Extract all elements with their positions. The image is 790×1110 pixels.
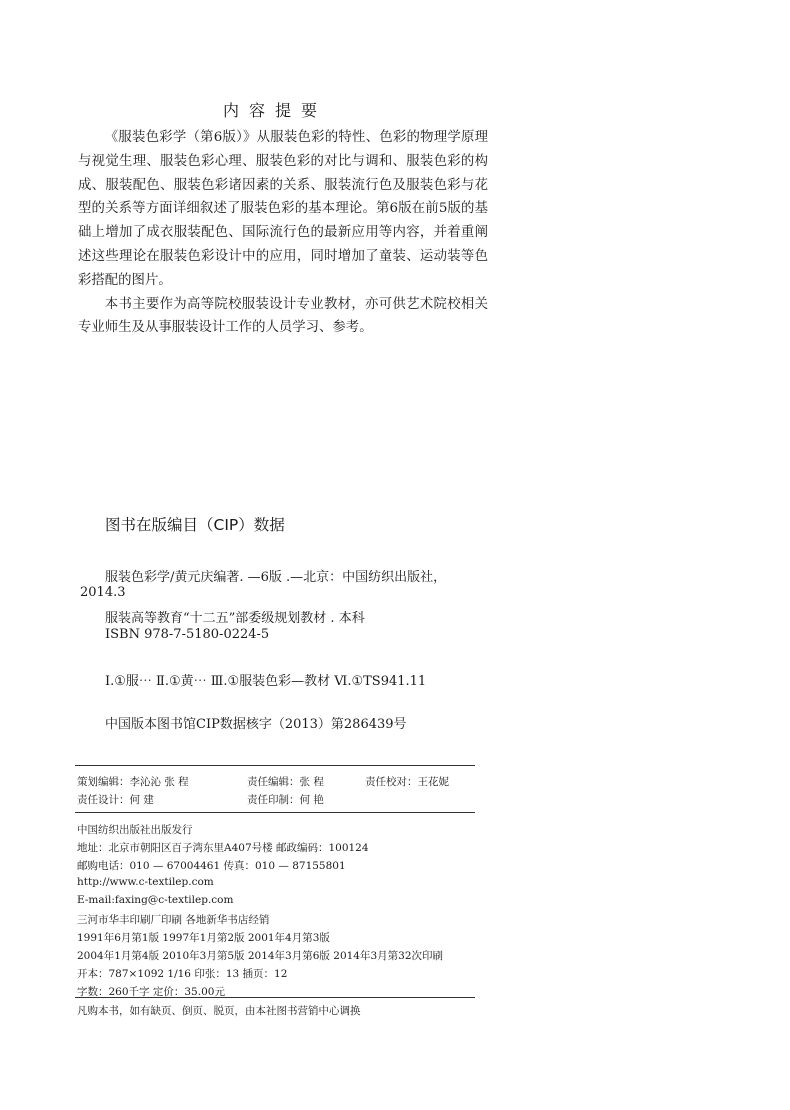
- cip-line-3: 服装高等教育“十二五”部委级规划教材 . 本科: [105, 611, 365, 626]
- edition-history-1: 1991年6月第1版 1997年1月第2版 2001年4月第3版: [77, 932, 330, 944]
- divider-top: [75, 765, 475, 766]
- print-supervisor: 责任印制：何 艳: [247, 794, 324, 806]
- responsible-editor: 责任编辑：张 程: [247, 776, 324, 788]
- credits-row-1: [77, 774, 449, 789]
- summary-body: [78, 126, 488, 340]
- summary-paragraph-2: 本书主要作为高等院校服装设计专业教材，亦可供艺术院校相关专业师生及从事服装设计工作的人员学习、参考。: [78, 296, 488, 336]
- publisher-phone: 邮购电话：010 — 67004461 传真：010 — 87155801: [77, 860, 346, 872]
- cip-record-number: 中国版本图书馆CIP数据核字（2013）第286439号: [105, 717, 407, 732]
- price-info: 字数：260千字 定价：35.00元: [77, 986, 225, 998]
- cip-isbn: ISBN 978-7-5180-0224-5: [105, 627, 270, 642]
- summary-title: 内容提要: [222, 101, 327, 120]
- proofreader: 责任校对：王花妮: [365, 776, 449, 788]
- summary-paragraph-1: 《服装色彩学（第6版）》从服装色彩的特性、色彩的物理学原理与视觉生理、服装色彩心理、服装色彩的对比与调和、服装色彩的构成、服装配色、服装色彩诸因素的关系、服装流行色及服装色彩与花型的关系等方面详细叙述了服装色彩的基本理论。第6版在前5版的基础上增加了成衣服装配色、国际流行色的最新应用等内容，并着重阐述这些理论在服装色彩设计中的应用，同时增加了童装、运动装等色彩搭配的图片。: [78, 130, 488, 288]
- cip-title: 图书在版编目（CIP）数据: [105, 516, 285, 534]
- replacement-notice: 凡购本书，如有缺页、倒页、脱页，由本社图书营销中心调换: [77, 1005, 361, 1017]
- edition-history-2: 2004年1月第4版 2010年3月第5版 2014年3月第6版 2014年3月第32次印刷: [77, 950, 444, 962]
- publisher-website: http://www.c-textilep.com: [77, 876, 214, 888]
- format-info: 开本：787×1092 1/16 印张：13 插页：12: [77, 968, 288, 980]
- publisher-name: 中国纺织出版社出版发行: [77, 824, 193, 836]
- cip-line-1: 服装色彩学/黄元庆编著. —6版 .—北京：中国纺织出版社，: [105, 570, 447, 585]
- publisher-email: E-mail:faxing@c-textilep.com: [77, 894, 234, 906]
- divider-middle: [75, 812, 475, 813]
- cip-classification: Ⅰ.①服⋯ Ⅱ.①黄⋯ Ⅲ.①服装色彩—教材 Ⅵ.①TS941.11: [105, 674, 427, 689]
- planning-editor: 策划编辑：李沁沁 张 程: [77, 776, 189, 788]
- cip-line-2: 2014.3: [80, 585, 126, 600]
- printer-info: 三河市华丰印刷厂印刷 各地新华书店经销: [77, 914, 270, 926]
- publisher-address: 地址：北京市朝阳区百子湾东里A407号楼 邮政编码：100124: [77, 842, 369, 854]
- divider-bottom: [75, 997, 475, 998]
- designer: 责任设计：何 建: [77, 794, 154, 806]
- credits-row-2: [77, 792, 324, 807]
